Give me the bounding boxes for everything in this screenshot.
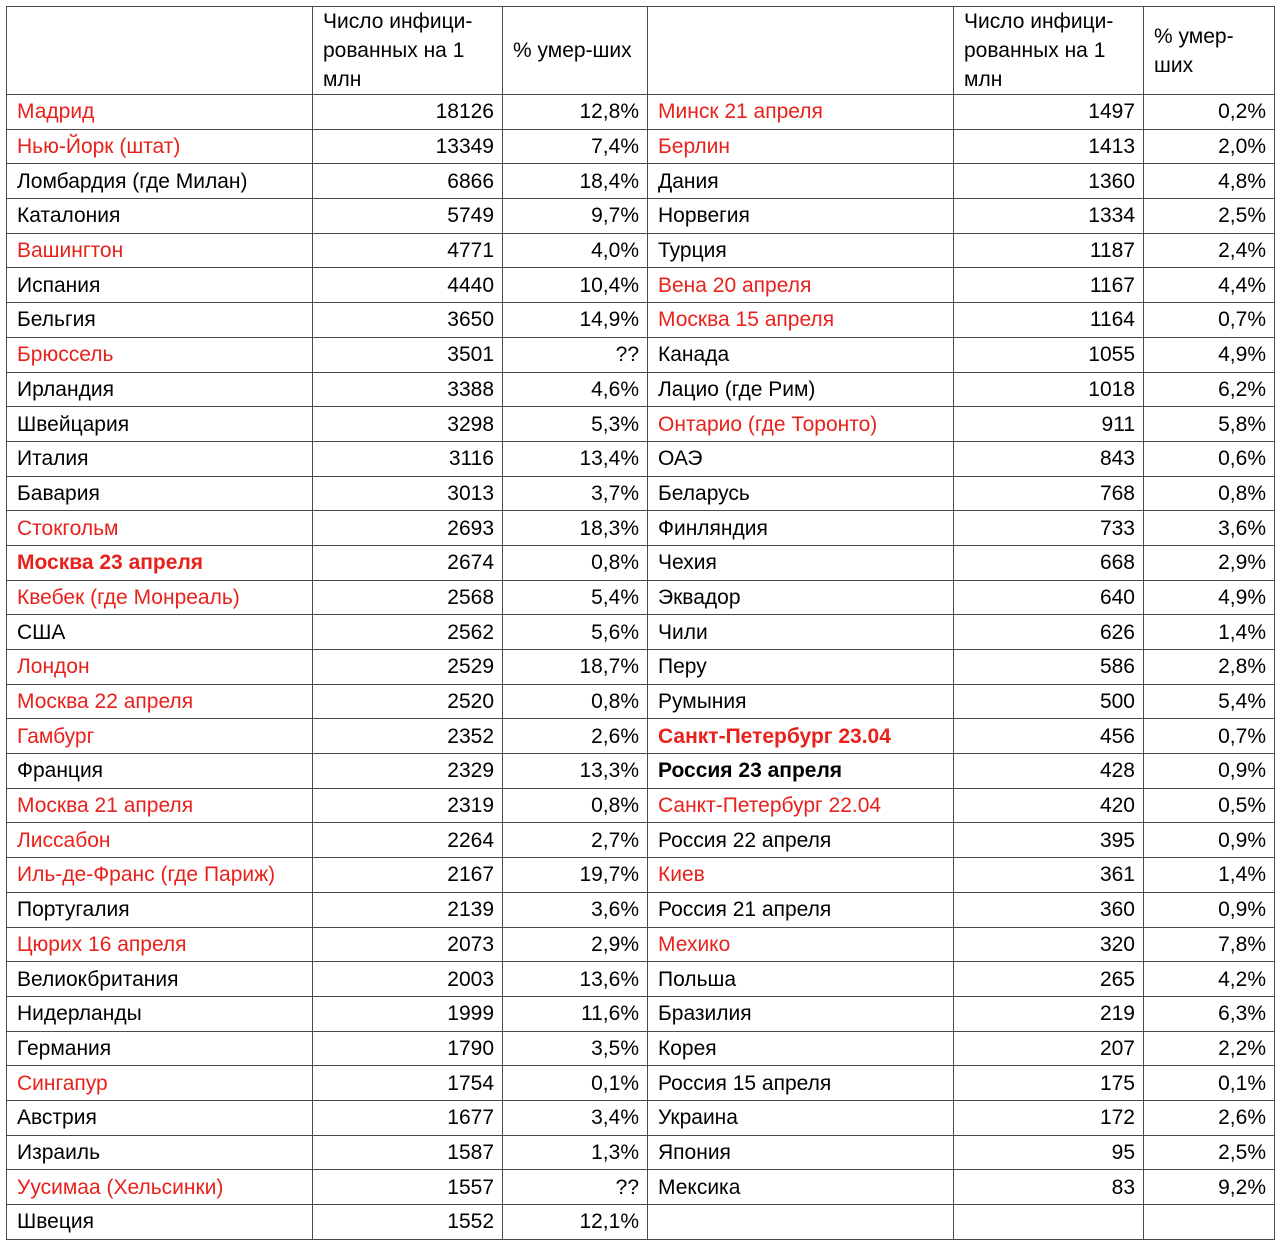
region-name-left: Иль-де-Франс (где Париж) — [7, 858, 313, 893]
infected-per-million-left: 2674 — [313, 545, 503, 580]
death-rate-right: 2,0% — [1144, 129, 1275, 164]
table-row — [7, 268, 1275, 303]
death-rate-left: 2,7% — [503, 823, 648, 858]
region-name-left: Москва 22 апреля — [7, 684, 313, 719]
region-name-right: Россия 23 апреля — [648, 754, 954, 789]
death-rate-left: 11,6% — [503, 996, 648, 1031]
region-name-left: Бельгия — [7, 303, 313, 338]
death-rate-right: 0,5% — [1144, 788, 1275, 823]
infected-per-million-right: 668 — [954, 545, 1144, 580]
region-name-right: Украина — [648, 1100, 954, 1135]
table-row — [7, 1170, 1275, 1205]
table-row — [7, 962, 1275, 997]
death-rate-right: 0,6% — [1144, 441, 1275, 476]
death-rate-right: 4,4% — [1144, 268, 1275, 303]
infected-per-million-right: 83 — [954, 1170, 1144, 1205]
header-deaths-left: % умер-ших — [503, 7, 648, 95]
death-rate-left: 4,0% — [503, 233, 648, 268]
infected-per-million-left: 2139 — [313, 892, 503, 927]
region-name-right: Перу — [648, 650, 954, 685]
infected-per-million-left: 2529 — [313, 650, 503, 685]
region-name-right: Киев — [648, 858, 954, 893]
table-row — [7, 407, 1275, 442]
header-infected-left: Число инфици-рованных на 1 млн — [313, 7, 503, 95]
death-rate-right: 2,9% — [1144, 545, 1275, 580]
death-rate-left: 9,7% — [503, 199, 648, 234]
death-rate-right: 2,6% — [1144, 1100, 1275, 1135]
region-name-left: Бавария — [7, 476, 313, 511]
infected-per-million-left: 1754 — [313, 1066, 503, 1101]
table-row — [7, 511, 1275, 546]
table-row — [7, 615, 1275, 650]
region-name-left: Вашингтон — [7, 233, 313, 268]
death-rate-left: 13,6% — [503, 962, 648, 997]
death-rate-right: 0,9% — [1144, 892, 1275, 927]
header-name-left — [7, 7, 313, 95]
death-rate-left: 0,8% — [503, 545, 648, 580]
infected-per-million-right: 640 — [954, 580, 1144, 615]
infected-per-million-left: 18126 — [313, 95, 503, 130]
death-rate-right: 2,4% — [1144, 233, 1275, 268]
region-name-right: Япония — [648, 1135, 954, 1170]
death-rate-right: 4,2% — [1144, 962, 1275, 997]
death-rate-left: 12,8% — [503, 95, 648, 130]
death-rate-right: 0,9% — [1144, 754, 1275, 789]
infected-per-million-right: 428 — [954, 754, 1144, 789]
death-rate-right: 6,2% — [1144, 372, 1275, 407]
table-row — [7, 1205, 1275, 1240]
death-rate-left: 3,5% — [503, 1031, 648, 1066]
region-name-right: Дания — [648, 164, 954, 199]
infected-per-million-right: 1334 — [954, 199, 1144, 234]
infected-per-million-right: 456 — [954, 719, 1144, 754]
death-rate-right: 0,1% — [1144, 1066, 1275, 1101]
infected-per-million-left: 2568 — [313, 580, 503, 615]
infected-per-million-right — [954, 1205, 1144, 1240]
table-row — [7, 164, 1275, 199]
table-row — [7, 545, 1275, 580]
infected-per-million-left: 1790 — [313, 1031, 503, 1066]
death-rate-right: 3,6% — [1144, 511, 1275, 546]
table-row — [7, 1100, 1275, 1135]
infected-per-million-right: 320 — [954, 927, 1144, 962]
infected-per-million-right: 207 — [954, 1031, 1144, 1066]
infected-per-million-left: 1999 — [313, 996, 503, 1031]
infected-per-million-right: 1187 — [954, 233, 1144, 268]
table-row — [7, 372, 1275, 407]
table-row — [7, 580, 1275, 615]
infected-per-million-right: 626 — [954, 615, 1144, 650]
infected-per-million-right: 768 — [954, 476, 1144, 511]
death-rate-left: 18,3% — [503, 511, 648, 546]
infected-per-million-left: 1552 — [313, 1205, 503, 1240]
table-row — [7, 892, 1275, 927]
infected-per-million-right: 95 — [954, 1135, 1144, 1170]
death-rate-left: 19,7% — [503, 858, 648, 893]
infected-per-million-left: 3388 — [313, 372, 503, 407]
infected-per-million-right: 265 — [954, 962, 1144, 997]
table-row — [7, 788, 1275, 823]
death-rate-right: 9,2% — [1144, 1170, 1275, 1205]
table-row — [7, 337, 1275, 372]
table-row — [7, 719, 1275, 754]
table-row — [7, 199, 1275, 234]
region-name-right: Бразилия — [648, 996, 954, 1031]
region-name-right: Финляндия — [648, 511, 954, 546]
infected-per-million-right: 733 — [954, 511, 1144, 546]
death-rate-right: 2,2% — [1144, 1031, 1275, 1066]
table-row — [7, 996, 1275, 1031]
region-name-right: Лацио (где Рим) — [648, 372, 954, 407]
infected-per-million-left: 2167 — [313, 858, 503, 893]
region-name-right — [648, 1205, 954, 1240]
infected-per-million-left: 2003 — [313, 962, 503, 997]
header-name-right — [648, 7, 954, 95]
region-name-left: Велиокбритания — [7, 962, 313, 997]
infected-per-million-left: 2693 — [313, 511, 503, 546]
table-row — [7, 927, 1275, 962]
region-name-left: Гамбург — [7, 719, 313, 754]
table-row — [7, 95, 1275, 130]
region-name-right: Россия 21 апреля — [648, 892, 954, 927]
table-row — [7, 303, 1275, 338]
death-rate-left: 5,3% — [503, 407, 648, 442]
death-rate-right: 0,9% — [1144, 823, 1275, 858]
region-name-right: Мехико — [648, 927, 954, 962]
infected-per-million-right: 172 — [954, 1100, 1144, 1135]
region-name-left: Германия — [7, 1031, 313, 1066]
region-name-right: Санкт-Петербург 23.04 — [648, 719, 954, 754]
region-name-right: Мексика — [648, 1170, 954, 1205]
death-rate-left: 1,3% — [503, 1135, 648, 1170]
header-infected-right: Число инфици-рованных на 1 млн — [954, 7, 1144, 95]
region-name-right: Россия 15 апреля — [648, 1066, 954, 1101]
death-rate-left: 3,7% — [503, 476, 648, 511]
infected-per-million-right: 360 — [954, 892, 1144, 927]
table-row — [7, 684, 1275, 719]
death-rate-right: 0,8% — [1144, 476, 1275, 511]
death-rate-right — [1144, 1205, 1275, 1240]
region-name-right: Вена 20 апреля — [648, 268, 954, 303]
infected-per-million-left: 2520 — [313, 684, 503, 719]
death-rate-right: 6,3% — [1144, 996, 1275, 1031]
death-rate-left: 7,4% — [503, 129, 648, 164]
region-name-left: Италия — [7, 441, 313, 476]
region-name-left: Мадрид — [7, 95, 313, 130]
covid-stats-table — [6, 6, 1275, 1240]
infected-per-million-left: 1587 — [313, 1135, 503, 1170]
infected-per-million-left: 4771 — [313, 233, 503, 268]
table-row — [7, 1135, 1275, 1170]
region-name-left: Цюрих 16 апреля — [7, 927, 313, 962]
death-rate-left: 0,8% — [503, 684, 648, 719]
region-name-right: Чили — [648, 615, 954, 650]
table-row — [7, 129, 1275, 164]
death-rate-right: 0,7% — [1144, 303, 1275, 338]
death-rate-left: 12,1% — [503, 1205, 648, 1240]
region-name-left: Израиль — [7, 1135, 313, 1170]
death-rate-right: 7,8% — [1144, 927, 1275, 962]
region-name-left: Лондон — [7, 650, 313, 685]
infected-per-million-left: 5749 — [313, 199, 503, 234]
death-rate-left: 3,4% — [503, 1100, 648, 1135]
region-name-left: Уусимаа (Хельсинки) — [7, 1170, 313, 1205]
death-rate-left: 14,9% — [503, 303, 648, 338]
infected-per-million-right: 911 — [954, 407, 1144, 442]
region-name-left: Швейцария — [7, 407, 313, 442]
infected-per-million-right: 1018 — [954, 372, 1144, 407]
header-deaths-right: % умер-ших — [1144, 7, 1275, 95]
region-name-left: Франция — [7, 754, 313, 789]
region-name-right: Румыния — [648, 684, 954, 719]
region-name-left: Португалия — [7, 892, 313, 927]
infected-per-million-right: 175 — [954, 1066, 1144, 1101]
infected-per-million-right: 1413 — [954, 129, 1144, 164]
infected-per-million-right: 1167 — [954, 268, 1144, 303]
death-rate-right: 2,5% — [1144, 1135, 1275, 1170]
death-rate-left: 0,8% — [503, 788, 648, 823]
table-row — [7, 1066, 1275, 1101]
region-name-right: Санкт-Петербург 22.04 — [648, 788, 954, 823]
infected-per-million-right: 420 — [954, 788, 1144, 823]
infected-per-million-left: 3501 — [313, 337, 503, 372]
region-name-right: Норвегия — [648, 199, 954, 234]
infected-per-million-left: 4440 — [313, 268, 503, 303]
death-rate-left: 3,6% — [503, 892, 648, 927]
death-rate-left: 2,6% — [503, 719, 648, 754]
table-row — [7, 754, 1275, 789]
death-rate-left: ?? — [503, 1170, 648, 1205]
death-rate-left: 18,4% — [503, 164, 648, 199]
infected-per-million-left: 3650 — [313, 303, 503, 338]
region-name-right: Москва 15 апреля — [648, 303, 954, 338]
death-rate-left: 0,1% — [503, 1066, 648, 1101]
infected-per-million-left: 2073 — [313, 927, 503, 962]
region-name-left: Лиссабон — [7, 823, 313, 858]
death-rate-right: 1,4% — [1144, 858, 1275, 893]
region-name-left: Испания — [7, 268, 313, 303]
table-row — [7, 1031, 1275, 1066]
infected-per-million-left: 1677 — [313, 1100, 503, 1135]
infected-per-million-right: 361 — [954, 858, 1144, 893]
infected-per-million-left: 3116 — [313, 441, 503, 476]
death-rate-left: 5,6% — [503, 615, 648, 650]
infected-per-million-left: 1557 — [313, 1170, 503, 1205]
region-name-left: Москва 23 апреля — [7, 545, 313, 580]
death-rate-right: 5,4% — [1144, 684, 1275, 719]
infected-per-million-left: 2562 — [313, 615, 503, 650]
infected-per-million-left: 2319 — [313, 788, 503, 823]
death-rate-right: 4,8% — [1144, 164, 1275, 199]
death-rate-right: 0,7% — [1144, 719, 1275, 754]
region-name-left: Швеция — [7, 1205, 313, 1240]
infected-per-million-right: 500 — [954, 684, 1144, 719]
region-name-left: Австрия — [7, 1100, 313, 1135]
death-rate-left: 18,7% — [503, 650, 648, 685]
region-name-right: Онтарио (где Торонто) — [648, 407, 954, 442]
region-name-left: США — [7, 615, 313, 650]
death-rate-left: 4,6% — [503, 372, 648, 407]
infected-per-million-left: 2264 — [313, 823, 503, 858]
death-rate-left: 2,9% — [503, 927, 648, 962]
region-name-right: Канада — [648, 337, 954, 372]
death-rate-left: 10,4% — [503, 268, 648, 303]
infected-per-million-left: 2329 — [313, 754, 503, 789]
death-rate-right: 5,8% — [1144, 407, 1275, 442]
infected-per-million-left: 3298 — [313, 407, 503, 442]
death-rate-right: 1,4% — [1144, 615, 1275, 650]
region-name-left: Квебек (где Монреаль) — [7, 580, 313, 615]
region-name-left: Ломбардия (где Милан) — [7, 164, 313, 199]
infected-per-million-right: 1360 — [954, 164, 1144, 199]
infected-per-million-left: 3013 — [313, 476, 503, 511]
region-name-right: Корея — [648, 1031, 954, 1066]
table-row — [7, 476, 1275, 511]
table-row — [7, 441, 1275, 476]
table-row — [7, 233, 1275, 268]
region-name-right: Эквадор — [648, 580, 954, 615]
death-rate-left: 13,4% — [503, 441, 648, 476]
region-name-right: Берлин — [648, 129, 954, 164]
death-rate-right: 2,5% — [1144, 199, 1275, 234]
region-name-left: Стокгольм — [7, 511, 313, 546]
region-name-right: Польша — [648, 962, 954, 997]
infected-per-million-left: 2352 — [313, 719, 503, 754]
table-row — [7, 823, 1275, 858]
region-name-right: Турция — [648, 233, 954, 268]
region-name-left: Нидерланды — [7, 996, 313, 1031]
region-name-left: Нью-Йорк (штат) — [7, 129, 313, 164]
infected-per-million-right: 1164 — [954, 303, 1144, 338]
region-name-right: Беларусь — [648, 476, 954, 511]
table-row — [7, 858, 1275, 893]
infected-per-million-left: 13349 — [313, 129, 503, 164]
death-rate-right: 0,2% — [1144, 95, 1275, 130]
death-rate-right: 4,9% — [1144, 337, 1275, 372]
region-name-right: Россия 22 апреля — [648, 823, 954, 858]
death-rate-right: 4,9% — [1144, 580, 1275, 615]
region-name-right: Чехия — [648, 545, 954, 580]
infected-per-million-right: 1055 — [954, 337, 1144, 372]
infected-per-million-right: 219 — [954, 996, 1144, 1031]
infected-per-million-right: 586 — [954, 650, 1144, 685]
death-rate-left: 13,3% — [503, 754, 648, 789]
header-row — [7, 7, 1275, 95]
region-name-left: Каталония — [7, 199, 313, 234]
region-name-right: ОАЭ — [648, 441, 954, 476]
infected-per-million-right: 1497 — [954, 95, 1144, 130]
region-name-right: Минск 21 апреля — [648, 95, 954, 130]
region-name-left: Москва 21 апреля — [7, 788, 313, 823]
infected-per-million-right: 395 — [954, 823, 1144, 858]
region-name-left: Ирландия — [7, 372, 313, 407]
table-row — [7, 650, 1275, 685]
region-name-left: Брюссель — [7, 337, 313, 372]
death-rate-left: ?? — [503, 337, 648, 372]
infected-per-million-right: 843 — [954, 441, 1144, 476]
death-rate-right: 2,8% — [1144, 650, 1275, 685]
infected-per-million-left: 6866 — [313, 164, 503, 199]
death-rate-left: 5,4% — [503, 580, 648, 615]
region-name-left: Сингапур — [7, 1066, 313, 1101]
